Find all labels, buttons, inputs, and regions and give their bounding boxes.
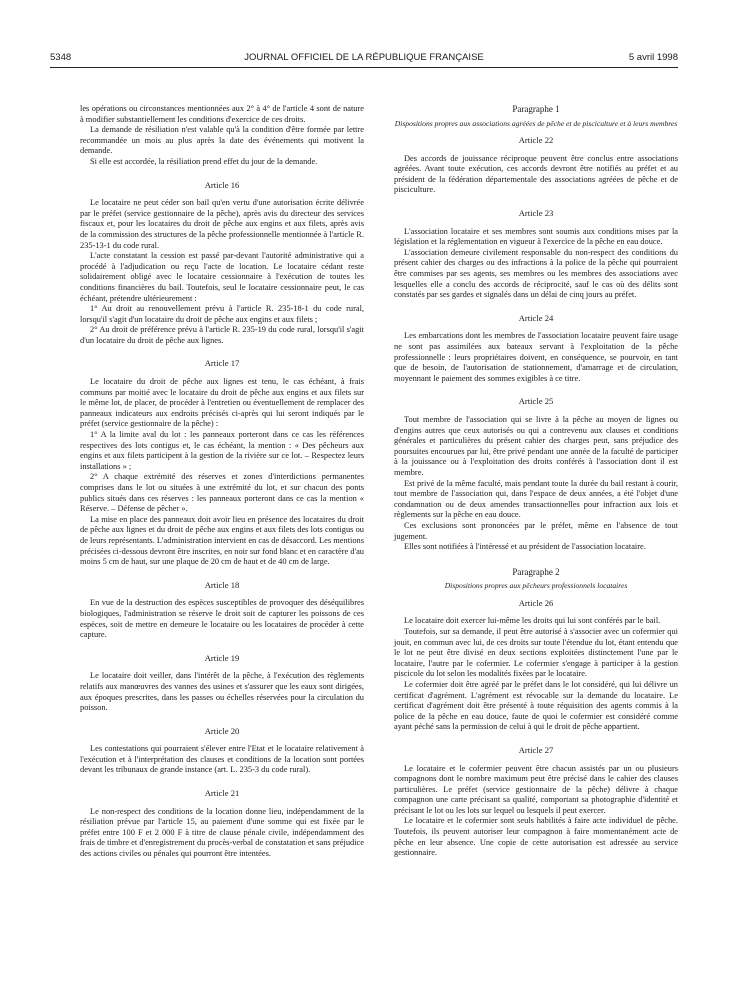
header-rule	[50, 67, 678, 68]
body-paragraph: La mise en place des panneaux doit avoir lieu en présence des locataires du droit de pêche aux lignes et du droit de pêche aux engins et aux filets des lots contigus ou de leurs représentants. L'administration intervient en cas de désaccord. Les mentions précisées ci-dessous devront être inscrites, en noir sur fond blanc et en caractère d'au moins 5 cm de haut, sur une plaque de 20 cm de haut et de 40 cm de large.	[80, 514, 364, 567]
page-number: 5348	[50, 52, 72, 63]
body-paragraph: Les contestations qui pourraient s'élever entre l'Etat et le locataire relativement à l'exécution et à l'interprétation des clauses et conditions de la location sont portées devant les tribunaux de grande instance (art. L. 235-3 du code rural).	[80, 744, 364, 775]
body-paragraph: Le locataire et le cofermier peuvent être chacun assistés par un ou plusieurs compagnons dont le nombre maximum peut être précisé dans le cahier des clauses particulières. Le préfet (service gestionnaire de la pêche) délivre à chaque compagnon une carte précisant sa qualité, comportant sa photographie d'identité et précisant le lot ou les lots sur lequel ou lesquels il peut exercer.	[394, 763, 678, 815]
body-paragraph: 2° Au droit de préférence prévu à l'article R. 235-19 du code rural, lorsqu'il s'agit d'un locataire du droit de pêche aux lignes.	[80, 325, 364, 345]
body-paragraph: Le locataire et le cofermier sont seuls habilités à faire acte individuel de pêche. Toutefois, ils peuvent autoriser leur compagnon à faire momentanément acte de pêche en leur absence. Une copie de cette autorisation est adressée au service gestionnaire.	[394, 816, 678, 858]
body-paragraph: 1° Au droit au renouvellement prévu à l'article R. 235-18-1 du code rural, lorsqu'il s'agit d'un locataire du droit de pêche aux engins et aux filets ;	[80, 304, 364, 324]
body-paragraph: 1° A la limite aval du lot : les panneaux porteront dans ce cas les références respectives des lots contigus et, le cas échéant, la mention : « Des pêcheurs aux engins et aux filets participent à la gestion de la rivière sur ce lot. – Respectez leurs installations » ;	[80, 430, 364, 471]
body-paragraph: Les embarcations dont les membres de l'association locataire peuvent faire usage ne sont pas assimilées aux bateaux servant à l'exploitation de la pêche professionnelle : leurs propriétaires doivent, en conséquence, se pourvoir, en tant que de besoin, de l'autorisation de stationnement, d'amarrage et de circulation, moyennant le paiement des sommes exigibles à ce titre.	[394, 331, 678, 383]
section-subtitle: Dispositions propres aux associations agréées de pêche et de pisciculture et à leurs membres	[394, 118, 678, 128]
body-paragraph: Le locataire doit veiller, dans l'intérêt de la pêche, à l'exécution des règlements relatifs aux manœuvres des vannes des usines et s'assurer que les eaux sont dirigées, aux époques prescrites, dans les passes ou échelles réservées pour la circulation du poisson.	[80, 671, 364, 713]
article-heading: Article 20	[204, 725, 240, 736]
body-paragraph: Tout membre de l'association qui se livre à la pêche au moyen de lignes ou d'engins autres que ceux autorisés ou qui a contrevenu aux clauses et conditions générales et particulières du présent cahier des charges peut, sans préjudice des poursuites encourues par lui, être privé pendant une année de la faculté de participer à la jouissance ou à l'exploitation des droits conférés à l'association dont il est membre.	[394, 414, 678, 477]
body-paragraph: Ces exclusions sont prononcées par le préfet, même en l'absence de tout jugement.	[394, 520, 678, 541]
article-heading: Article 21	[204, 788, 240, 799]
body-paragraph: L'association locataire et ses membres sont soumis aux conditions mises par la législation et la réglementation en vigueur à l'exercice de la pêche en eau douce.	[394, 226, 678, 247]
article-heading: Article 23	[518, 208, 554, 219]
article-heading: Article 18	[204, 579, 240, 590]
body-paragraph: L'acte constatant la cession est passé par-devant l'autorité administrative qui a procédé à l'adjudication ou reçu l'acte de location. Le locataire cédant reste solidairement obligé avec le locataire cessionnaire à l'exécution de toutes les conditions financières du bail. Toutefois, seul le locataire cessionnaire peut, le cas échéant, prétendre ultérieurement :	[80, 251, 364, 303]
section-heading: Paragraphe 2	[512, 566, 560, 577]
article-heading: Article 25	[518, 396, 554, 407]
body-paragraph: Toutefois, sur sa demande, il peut être autorisé à s'associer avec un cofermier qui jouit, en commun avec lui, de ces droits sur toute l'étendue du lot, étant entendu que le lot ne peut être divisé en deux sections exploitées distinctement l'une par le locataire, l'autre par le cofermier. Le cofermier s'engage à participer à la gestion piscicole du lot selon les modalités fixées par le locataire.	[394, 626, 678, 679]
article-heading: Article 26	[518, 597, 554, 608]
body-paragraph: Si elle est accordée, la résiliation prend effet du jour de la demande.	[90, 156, 318, 166]
body-paragraph: Le locataire du droit de pêche aux lignes est tenu, le cas échéant, à frais communs par moitié avec le locataire du droit de pêche aux engins et aux filets sur le même lot, de placer, de procéder à l'entretien ou éventuellement de remplacer des panneaux indicateurs aux endroits précisés ci-après qui lui seront indiqués par le préfet (service gestionnaire de la pêche) :	[80, 377, 364, 429]
body-paragraph: Le locataire ne peut céder son bail qu'en vertu d'une autorisation écrite délivrée par le préfet (service gestionnaire de la pêche), après avis du directeur des services fiscaux et, pour les locataires du droit de pêche aux engins et aux filets, après avis de la commission des structures de la pêche professionnelle mentionnée à l'article R. 235-13-1 du code rural.	[80, 198, 364, 250]
article-heading: Article 27	[518, 744, 554, 755]
body-paragraph: Le non-respect des conditions de la location donne lieu, indépendamment de la résiliation prévue par l'article 15, au paiement d'une somme qui est fixée par le préfet entre 100 F et 2 000 F à titre de clause pénale civile, indépendamment des frais de timbre et d'enregistrement du procès-verbal de constatation et sans préjudice des actions civiles ou pénales qui pourront être intentées.	[80, 806, 364, 859]
body-paragraph: Est privé de la même faculté, mais pendant toute la durée du bail restant à courir, tout membre de l'association qui, dans l'espace de deux années, a été l'objet d'une condamnation ou de deux amendes transactionnelles pour infraction aux lois et règlements sur la pêche en eau douce.	[394, 478, 678, 520]
body-paragraph: Elles sont notifiées à l'intéressé et au président de l'association locataire.	[404, 542, 646, 552]
body-paragraph: 2° A chaque extrémité des réserves et zones d'interdictions permanentes comprises dans le lot ou situées à une extrémité du lot, et sur chacun des ponts publics situés dans ces réserves : les panneaux porteront dans ce cas la mention « Réserve. – Défense de pêcher ».	[80, 472, 364, 514]
article-heading: Article 16	[204, 179, 240, 190]
article-heading: Article 22	[518, 135, 554, 146]
section-subtitle: Dispositions propres aux pêcheurs professionnels locataires	[444, 581, 628, 591]
journal-title: JOURNAL OFFICIEL DE LA RÉPUBLIQUE FRANÇAISE	[244, 52, 484, 63]
body-paragraph: les opérations ou circonstances mentionnées aux 2° à 4° de l'article 4 sont de nature à modifier substantiellement les conditions d'exercice de ces droits.	[80, 104, 364, 124]
left-column	[80, 104, 364, 860]
body-paragraph: En vue de la destruction des espèces susceptibles de provoquer des déséquilibres biologiques, l'administration se réserve le droit soit de capturer les poissons de ces espèces, soit de mettre en demeure le locataire ou les locataires de procéder à cette capture.	[80, 598, 364, 640]
body-paragraph: Des accords de jouissance réciproque peuvent être conclus entre associations agréées. Avant toute exécution, ces accords devront être notifiés au préfet et au président de la fédération départementale des associations agréées de pêche et de pisciculture.	[394, 153, 678, 195]
body-paragraph: Le cofermier doit être agréé par le préfet dans le lot considéré, qui lui délivre un certificat d'agrément. L'agrément est révocable sur la demande du locataire. Le certificat d'agrément doit être présenté à toute réquisition des agents commis à la police de la pêche en eau douce, faute de quoi le cofermier est considéré comme ayant péché sans la permission de celui à qui le droit de pêche appartient.	[394, 679, 678, 732]
article-heading: Article 19	[204, 652, 240, 663]
section-heading: Paragraphe 1	[512, 104, 560, 114]
body-paragraph: La demande de résiliation n'est valable qu'à la condition d'être formée par lettre recommandée un mois au plus après la date des événements qui motivent la demande.	[80, 125, 364, 156]
article-heading: Article 17	[204, 358, 240, 369]
body-paragraph: Le locataire doit exercer lui-même les droits qui lui sont conférés par le bail.	[404, 616, 661, 626]
publication-date: 5 avril 1998	[628, 52, 678, 63]
body-paragraph: L'association demeure civilement responsable du non-respect des conditions du présent cahier des charges ou des infractions à la police de la pêche qui pourraient être commises par ses agents, ses membres ou les membres des associations avec lesquelles elle a conclu des accords de réciprocité, sauf le cas où des délits sont constatés par ses gardes et signalés dans un délai de cinq jours au préfet.	[394, 247, 678, 300]
right-column	[394, 104, 678, 859]
page-header	[50, 52, 678, 66]
article-heading: Article 24	[518, 312, 554, 323]
